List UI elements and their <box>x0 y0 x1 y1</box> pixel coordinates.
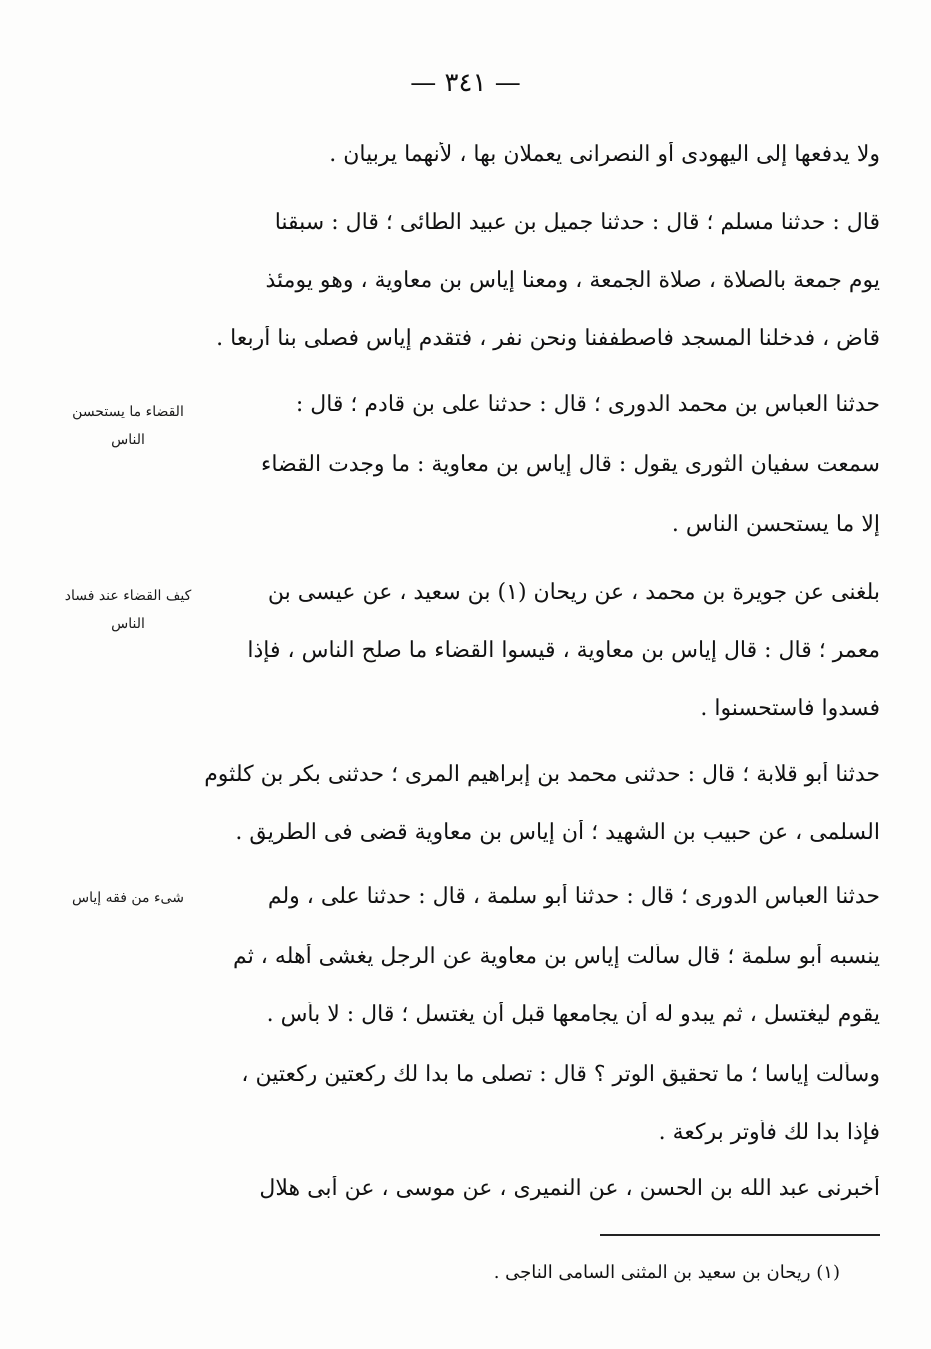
text-line-4: قاض ، فدخلنا المسجد فاصطففنا ونحن نفر ، فتقدم إياس فصلى بنا أربعا . <box>216 326 880 351</box>
text-line-1: ولا يدفعها إلى اليهودى أو النصرانى يعملان بها ، لأنهما يربيان . <box>329 142 880 167</box>
text-line-7: إلا ما يستحسن الناس . <box>671 512 880 537</box>
text-line-9: معمر ؛ قال : قال إياس بن معاوية ، قيسوا القضاء ما صلح الناس ، فإذا <box>247 638 880 663</box>
footnote: (١) ريحان بن سعيد بن المثنى السامى الناجى . <box>493 1262 840 1283</box>
text-line-2: قال : حدثنا مسلم ؛ قال : حدثنا جميل بن عبيد الطائى ؛ قال : سبقنا <box>274 210 880 235</box>
text-line-8: بلغنى عن جويرة بن محمد ، عن ريحان (١) بن سعيد ، عن عيسى بن <box>267 580 880 605</box>
text-line-10: فسدوا فاستحسنوا . <box>700 696 880 721</box>
footnote-divider <box>600 1234 880 1236</box>
margin-note-1: القضاء ما يستحسن الناس <box>72 404 184 448</box>
text-line-17: فإذا بدا لك فأوتر بركعة . <box>658 1120 880 1145</box>
text-line-12: السلمى ، عن حبيب بن الشهيد ؛ أن إياس بن معاوية قضى فى الطريق . <box>235 820 880 845</box>
text-line-5: حدثنا العباس بن محمد الدورى ؛ قال : حدثنا على بن قادم ؛ قال : <box>295 392 880 417</box>
margin-note-2: كيف القضاء عند فساد الناس <box>64 588 192 632</box>
text-line-18: أخبرنى عبد الله بن الحسن ، عن النميرى ، عن موسى ، عن أبى هلال <box>259 1176 880 1201</box>
page-number: — ٣٤١ — <box>410 68 521 98</box>
text-line-13: حدثنا العباس الدورى ؛ قال : حدثنا أبو سلمة ، قال : حدثنا على ، ولم <box>267 884 880 909</box>
text-line-14: ينسبه أبو سلمة ؛ قال سألت إياس بن معاوية عن الرجل يغشى أهله ، ثم <box>233 944 880 969</box>
text-line-3: يوم جمعة بالصلاة ، صلاة الجمعة ، ومعنا إياس بن معاوية ، وهو يومئذ <box>265 268 880 293</box>
margin-note-3: شىء من فقه إياس <box>72 890 184 906</box>
text-line-11: حدثنا أبو قلابة ؛ قال : حدثنى محمد بن إبراهيم المرى ؛ حدثنى بكر بن كلثوم <box>204 762 880 787</box>
text-line-6: سمعت سفيان الثورى يقول : قال إياس بن معاوية : ما وجدت القضاء <box>261 452 880 477</box>
text-line-15: يقوم ليغتسل ، ثم يبدو له أن يجامعها قبل أن يغتسل ؛ قال : لا بأس . <box>266 1002 880 1027</box>
text-line-16: وسألت إياسا ؛ ما تحقيق الوتر ؟ قال : تصلى ما بدا لك ركعتين ركعتين ، <box>241 1062 880 1087</box>
